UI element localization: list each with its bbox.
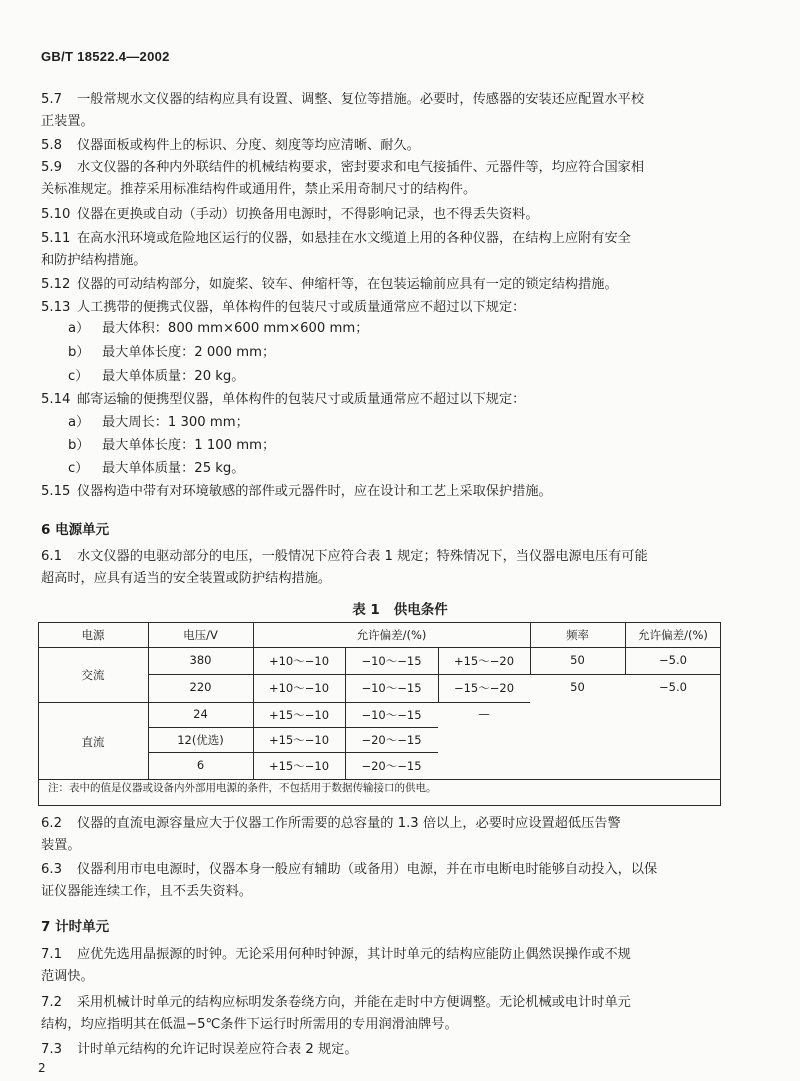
- clause-number: 6.2: [41, 816, 62, 831]
- clause-text: 计时单元结构的允许记时误差应符合表 2 规定。: [77, 1042, 358, 1057]
- clause-5-10: [41, 204, 717, 226]
- header-voltage: 电压/V: [183, 628, 218, 642]
- clause-5-12: [41, 274, 717, 296]
- clause-text-continued: 装置。: [41, 838, 81, 853]
- clause-number: 5.15: [41, 484, 71, 499]
- list-item-text: 最大单体长度：2 000 mm；: [102, 345, 276, 360]
- clause-5-8: [41, 135, 717, 157]
- list-item-text: 最大周长：1 300 mm；: [102, 415, 249, 430]
- deviation-cell: −20～−15: [361, 733, 422, 747]
- clause-text: 一般常规水文仪器的结构应具有设置、调整、复位等措施。必要时，传感器的安装还应配置水平校: [77, 92, 645, 107]
- list-item-text: 最大单体长度：1 100 mm；: [102, 438, 276, 453]
- clause-number: 5.11: [41, 231, 71, 246]
- table-note: 注：表中的值是仪器或设备内外部用电源的条件，不包括用于数据传输接口的供电。: [48, 782, 437, 794]
- clause-7-1: [41, 944, 717, 988]
- deviation-cell: +15～−10: [268, 759, 330, 773]
- clause-number: 6.3: [41, 862, 62, 877]
- clause-text: 在高水汛环境或危险地区运行的仪器，如悬挂在水文缆道上用的各种仪器，在结构上应附有安全: [77, 231, 631, 246]
- clause-text-continued: 结构，均应指明其在低温−5℃条件下运行时所需用的专用润滑油牌号。: [41, 1017, 458, 1032]
- clause-text-continued: 正装置。: [41, 114, 94, 129]
- clause-number: 5.13: [41, 300, 71, 315]
- table-title: 供电条件: [393, 602, 448, 618]
- list-item-label: a）: [68, 415, 90, 430]
- clause-text: 仪器利用市电电源时，仪器本身一般应有辅助（或备用）电源，并在市电断电时能够自动投入，以保: [77, 862, 658, 877]
- clause-5-15: [41, 481, 717, 503]
- clause-text: 邮寄运输的便携型仪器，单体构件的包装尺寸或质量通常应不超过以下规定：: [77, 392, 526, 407]
- clause-number: 5.8: [41, 138, 62, 153]
- group-ac: 交流: [81, 668, 105, 682]
- clause-5-7: [41, 89, 717, 133]
- clause-6-1: [41, 546, 717, 590]
- clause-text: 仪器面板或构件上的标识、分度、刻度等均应清晰、耐久。: [77, 138, 420, 153]
- clause-text-continued: 超高时，应具有适当的安全装置或防护结构措施。: [41, 571, 332, 586]
- list-item-label: b）: [68, 345, 90, 360]
- header-deviation: 允许偏差/(%): [356, 628, 427, 642]
- deviation-cell: −10～−15: [361, 681, 422, 695]
- voltage-cell: 12(优选): [177, 733, 224, 747]
- group-dc: 直流: [81, 735, 105, 749]
- deviation-cell: −20～−15: [361, 759, 422, 773]
- list-item-label: b）: [68, 438, 90, 453]
- clause-5-9: [41, 157, 717, 201]
- deviation-cell: +15～−20: [453, 654, 515, 668]
- frequency-deviation-cell: −5.0: [659, 653, 687, 667]
- deviation-cell: −15～−20: [453, 681, 515, 695]
- header-power: 电源: [81, 628, 105, 642]
- list-item: [68, 319, 368, 339]
- clause-number: 5.9: [41, 160, 62, 175]
- deviation-cell: +10～−10: [268, 654, 330, 668]
- clause-text: 应优先选用晶振源的时钟。无论采用何种时钟源，其计时单元的结构应能防止偶然误操作或不规: [77, 947, 631, 962]
- list-item-text: 最大单体质量：20 kg。: [102, 369, 245, 384]
- list-item: [68, 413, 249, 433]
- clause-text-continued: 范调快。: [41, 969, 94, 984]
- list-item: [68, 459, 244, 479]
- list-item-label: c）: [68, 461, 89, 476]
- table-number: 表 1: [352, 602, 380, 618]
- deviation-cell: —: [478, 707, 490, 721]
- list-item: [68, 367, 244, 387]
- clause-text: 水文仪器的电驱动部分的电压，一般情况下应符合表 1 规定；特殊情况下，当仪器电源电压有可能: [77, 549, 648, 564]
- clause-text: 仪器构造中带有对环境敏感的部件或元器件时，应在设计和工艺上采取保护措施。: [77, 484, 552, 499]
- clause-6-2: [41, 813, 717, 857]
- clause-number: 5.14: [41, 392, 71, 407]
- list-item-label: a）: [68, 321, 90, 336]
- clause-7-2: [41, 992, 717, 1036]
- frequency-deviation-cell: −5.0: [659, 680, 687, 694]
- clause-5-13: [41, 297, 717, 319]
- voltage-cell: 220: [189, 680, 212, 694]
- table-caption: [0, 598, 800, 618]
- standard-code-header: GB/T 18522.4—2002: [41, 49, 170, 64]
- deviation-cell: −10～−15: [361, 708, 422, 722]
- voltage-cell: 6: [196, 758, 205, 772]
- clause-text: 仪器的直流电源容量应大于仪器工作所需要的总容量的 1.3 倍以上，必要时应设置超低压告警: [77, 816, 621, 831]
- clause-text-continued: 和防护结构措施。: [41, 253, 147, 268]
- voltage-cell: 380: [189, 653, 212, 667]
- power-supply-table: [38, 622, 721, 806]
- header-frequency-deviation: 允许偏差/(%): [638, 628, 708, 642]
- clause-number: 7.2: [41, 995, 62, 1010]
- list-item: [68, 343, 275, 363]
- clause-5-14: [41, 389, 717, 411]
- frequency-cell: 50: [570, 680, 585, 694]
- list-item: [68, 436, 275, 456]
- clause-text: 仪器的可动结构部分，如旋桨、铰车、伸缩杆等，在包装运输前应具有一定的锁定结构措施。: [77, 277, 618, 292]
- clause-6-3: [41, 859, 717, 903]
- clause-text-continued: 关标准规定。推荐采用标准结构件或通用件，禁止采用奇制尺寸的结构件。: [41, 182, 477, 197]
- clause-number: 7.1: [41, 947, 62, 962]
- list-item-text: 最大体积：800 mm×600 mm×600 mm；: [102, 321, 369, 336]
- clause-number: 5.10: [41, 207, 71, 222]
- clause-text: 人工携带的便携式仪器，单体构件的包装尺寸或质量通常应不超过以下规定：: [77, 300, 526, 315]
- clause-text: 水文仪器的各种内外联结件的机械结构要求，密封要求和电气接插件、元器件等，均应符合国家相: [77, 160, 645, 175]
- header-frequency: 频率: [566, 628, 589, 642]
- frequency-cell: 50: [570, 653, 585, 667]
- page-number: 2: [38, 1061, 46, 1075]
- deviation-cell: −10～−15: [361, 654, 422, 668]
- clause-7-3: [41, 1039, 717, 1061]
- clause-text: 采用机械计时单元的结构应标明发条卷绕方向，并能在走时中方便调整。无论机械或电计时单元: [77, 995, 631, 1010]
- clause-text-continued: 证仪器能连续工作，且不丢失资料。: [41, 884, 252, 899]
- clause-number: 5.12: [41, 277, 71, 292]
- clause-number: 5.7: [41, 92, 62, 107]
- section-heading-7: 7 计时单元: [41, 919, 110, 935]
- clause-number: 7.3: [41, 1042, 62, 1057]
- list-item-text: 最大单体质量：25 kg。: [102, 461, 245, 476]
- clause-text: 仪器在更换或自动（手动）切换备用电源时，不得影响记录，也不得丢失资料。: [77, 207, 539, 222]
- deviation-cell: +15～−10: [268, 733, 330, 747]
- deviation-cell: +10～−10: [268, 681, 330, 695]
- clause-number: 6.1: [41, 549, 62, 564]
- deviation-cell: +15～−10: [268, 708, 330, 722]
- list-item-label: c）: [68, 369, 89, 384]
- voltage-cell: 24: [193, 707, 208, 721]
- clause-5-11: [41, 228, 717, 272]
- section-heading-6: 6 电源单元: [41, 522, 110, 538]
